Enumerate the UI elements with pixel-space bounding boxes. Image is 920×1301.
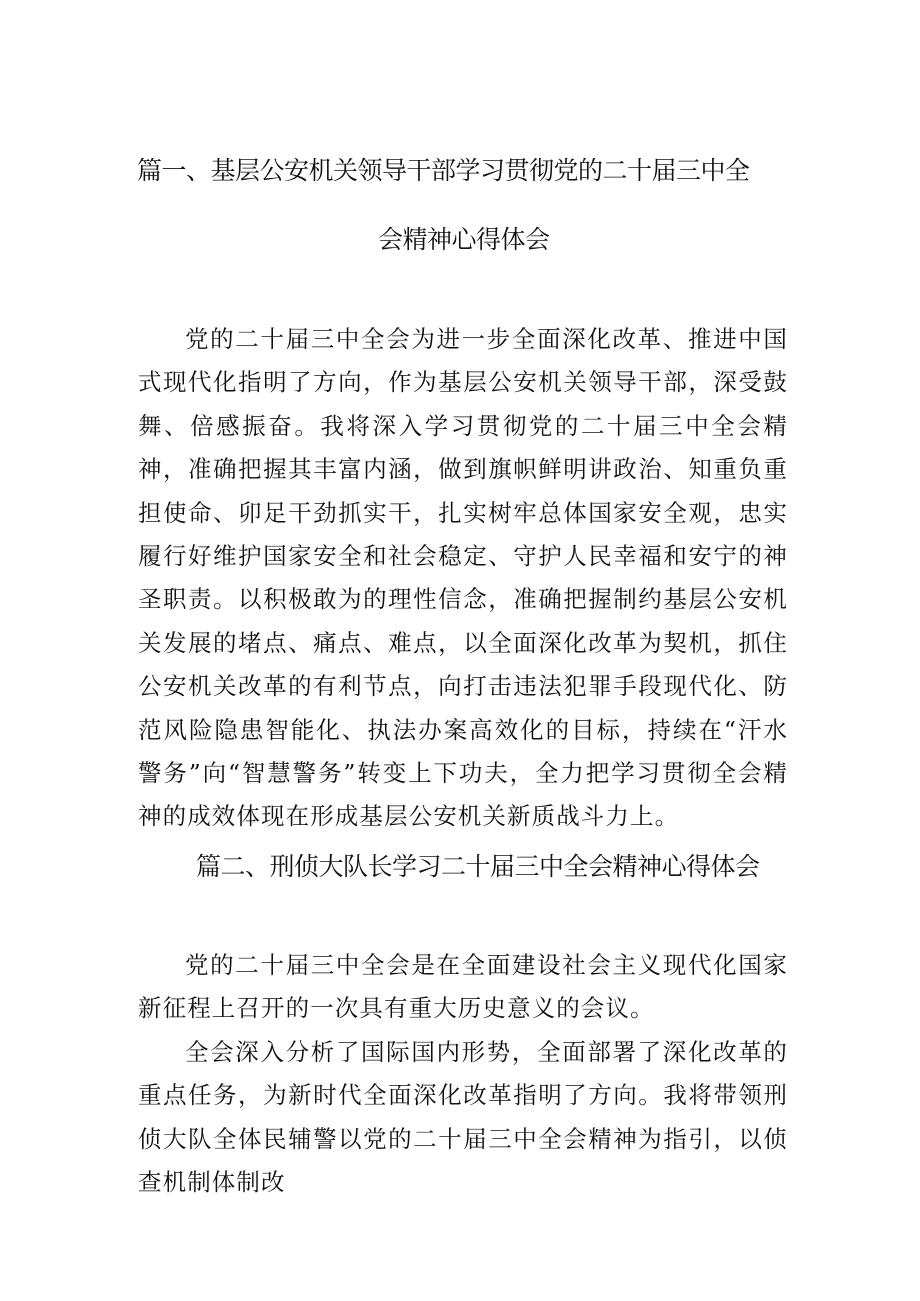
section-1-title-line-2: 会精神心得体会	[378, 225, 550, 254]
section-1-title-line-1: 篇一、基层公安机关领导干部学习贯彻党的二十届三中全	[137, 156, 750, 185]
section-2-paragraph-1: 党的二十届三中全会是在全面建设社会主义现代化国家新征程上召开的一次具有重大历史意义的会议。	[138, 951, 788, 1023]
section-1-paragraph-1: 党的二十届三中全会为进一步全面深化改革、推进中国式现代化指明了方向，作为基层公安机关领导干部，深受鼓舞、倍感振奋。我将深入学习贯彻党的二十届三中全会精神，准确把握其丰富内涵，做到旗帜鲜明讲政治、知重负重担使命、卯足干劲抓实干，扎实树牢总体国家安全观，忠实履行好维护国家安全和社会稳定、守护人民幸福和安宁的神圣职责。以积极敢为的理性信念，准确把握制约基层公安机关发展的堵点、痛点、难点，以全面深化改革为契机，抓住公安机关改革的有利节点，向打击违法犯罪手段现代化、防范风险隐患智能化、执法办案高效化的目标，持续在“汗水警务”向“智慧警务”转变上下功夫，全力把学习贯彻全会精神的成效体现在形成基层公安机关新质战斗力上。	[138, 325, 788, 831]
section-2-paragraph-2: 全会深入分析了国际国内形势，全面部署了深化改革的重点任务，为新时代全面深化改革指明了方向。我将带领刑侦大队全体民辅警以党的二十届三中全会精神为指引，以侦查机制体制改	[138, 1038, 788, 1197]
section-2-title: 篇二、刑侦大队长学习二十届三中全会精神心得体会	[196, 852, 760, 881]
